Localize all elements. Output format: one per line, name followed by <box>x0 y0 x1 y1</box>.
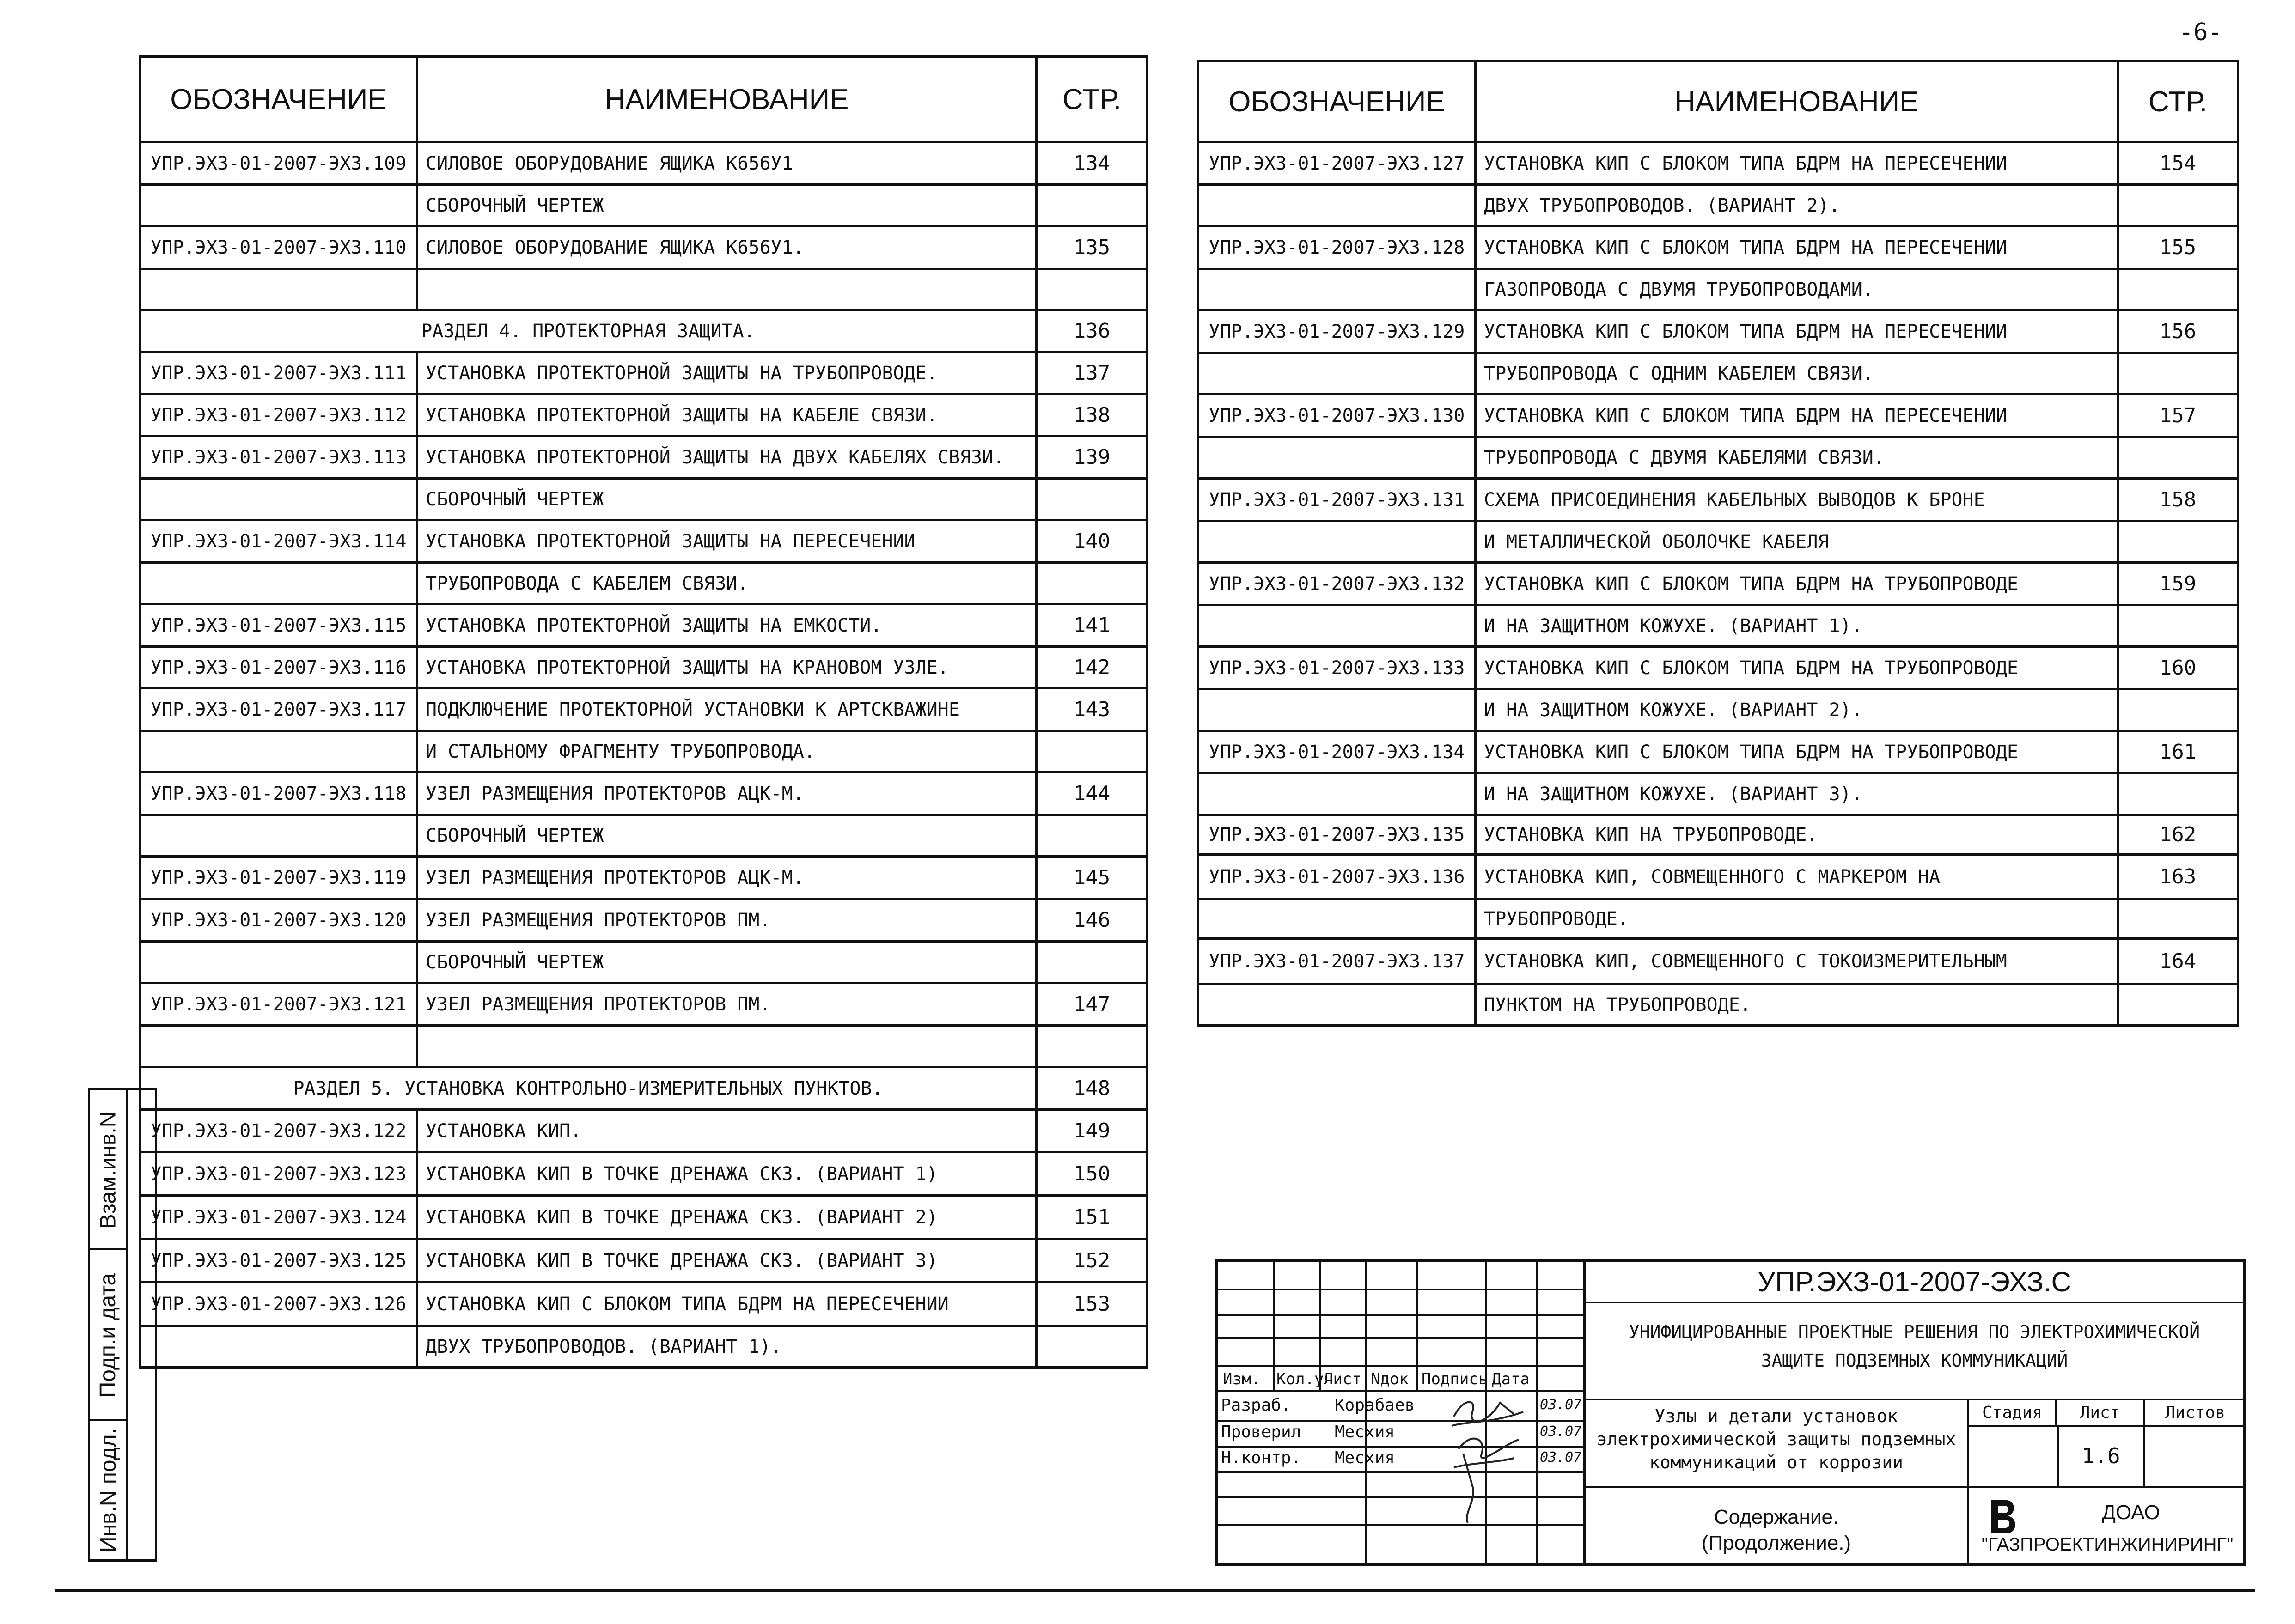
cell-code <box>140 815 417 857</box>
work-title-line3: коммуникаций от коррозии <box>1649 1452 1904 1472</box>
column-header-code: ОБОЗНАЧЕНИЕ <box>140 57 417 142</box>
cell-page <box>1037 731 1148 772</box>
cell-name: УЗЕЛ РАЗМЕЩЕНИЯ ПРОТЕКТОРОВ ПМ. <box>417 899 1037 942</box>
table-row <box>1198 437 2238 479</box>
table-row <box>140 647 1148 688</box>
cell-page <box>1037 1326 1148 1368</box>
cell-code <box>1198 353 1476 395</box>
cell-name: УСТАНОВКА ПРОТЕКТОРНОЙ ЗАЩИТЫ НА ПЕРЕСЕЧЕНИИ <box>417 520 1037 563</box>
cell-code <box>1198 605 1476 647</box>
cell-code: УПР.ЭХЗ-01-2007-ЭХЗ.115 <box>140 604 417 647</box>
cell-page <box>2118 521 2238 563</box>
cell-code: УПР.ЭХЗ-01-2007-ЭХЗ.114 <box>140 520 417 563</box>
table-row <box>140 269 1148 310</box>
table-row <box>140 731 1148 772</box>
cell-page <box>2118 185 2238 226</box>
sheet-title-line1: Содержание. <box>1714 1506 1839 1528</box>
cell-name <box>417 1026 1037 1067</box>
cell-name: ГАЗОПРОВОДА С ДВУМЯ ТРУБОПРОВОДАМИ. <box>1476 269 2118 310</box>
cell-page: 141 <box>1037 604 1148 647</box>
sheet-number: 1.6 <box>2057 1427 2145 1486</box>
cell-code: УПР.ЭХЗ-01-2007-ЭХЗ.118 <box>140 772 417 815</box>
cell-code <box>140 1026 417 1067</box>
cell-name: УСТАНОВКА КИП С БЛОКОМ ТИПА БДРМ НА ТРУБОПРОВОДЕ <box>1476 563 2118 605</box>
section-heading: РАЗДЕЛ 5. УСТАНОВКА КОНТРОЛЬНО-ИЗМЕРИТЕЛЬНЫХ ПУНКТОВ. <box>140 1067 1037 1110</box>
table-row <box>140 1067 1148 1110</box>
table-row <box>140 1239 1148 1283</box>
table-row <box>1198 563 2238 605</box>
cell-name: И МЕТАЛЛИЧЕСКОЙ ОБОЛОЧКЕ КАБЕЛЯ <box>1476 521 2118 563</box>
cell-page: 154 <box>2118 142 2238 185</box>
cell-name <box>417 269 1037 310</box>
column-header-code: ОБОЗНАЧЕНИЕ <box>1198 61 1476 142</box>
cell-code <box>1198 773 1476 815</box>
table-row <box>140 857 1148 899</box>
cell-code: УПР.ЭХЗ-01-2007-ЭХЗ.124 <box>140 1196 417 1239</box>
cell-name: УСТАНОВКА ПРОТЕКТОРНОЙ ЗАЩИТЫ НА ТРУБОПРОВОДЕ. <box>417 352 1037 395</box>
cell-code <box>1198 689 1476 731</box>
cell-page <box>2118 605 2238 647</box>
cell-name: УСТАНОВКА КИП С БЛОКОМ ТИПА БДРМ НА ПЕРЕСЕЧЕНИИ <box>1476 310 2118 353</box>
company-name-line2: "ГАЗПРОЕКТИНЖИНИРИНГ" <box>1981 1534 2234 1555</box>
cell-name: УСТАНОВКА КИП НА ТРУБОПРОВОДЕ. <box>1476 815 2118 855</box>
cell-name: УСТАНОВКА КИП, СОВМЕЩЕННОГО С МАРКЕРОМ НА <box>1476 855 2118 899</box>
cell-code: УПР.ЭХЗ-01-2007-ЭХЗ.135 <box>1198 815 1476 855</box>
col-header-qty: Кол.уч <box>1276 1370 1333 1388</box>
cell-page <box>2118 353 2238 395</box>
col-header-change: Изм. <box>1223 1370 1261 1388</box>
cell-code: УПР.ЭХЗ-01-2007-ЭХЗ.109 <box>140 142 417 185</box>
table-row <box>140 772 1148 815</box>
company-logo-icon <box>1988 1498 2020 1535</box>
cell-page <box>2118 899 2238 939</box>
table-row <box>1198 939 2238 984</box>
cell-page: 159 <box>2118 563 2238 605</box>
table-row <box>140 142 1148 185</box>
cell-name: И НА ЗАЩИТНОМ КОЖУХЕ. (ВАРИАНТ 2). <box>1476 689 2118 731</box>
cell-name: СБОРОЧНЫЙ ЧЕРТЕЖ <box>417 479 1037 520</box>
contents-table-right <box>1197 60 2239 1027</box>
cell-name: ТРУБОПРОВОДЕ. <box>1476 899 2118 939</box>
cell-page <box>2118 984 2238 1026</box>
cell-page: 145 <box>1037 857 1148 899</box>
table-row <box>1198 605 2238 647</box>
cell-code: УПР.ЭХЗ-01-2007-ЭХЗ.132 <box>1198 563 1476 605</box>
cell-code: УПР.ЭХЗ-01-2007-ЭХЗ.126 <box>140 1283 417 1326</box>
cell-name: УСТАНОВКА КИП С БЛОКОМ ТИПА БДРМ НА ПЕРЕСЕЧЕНИИ <box>1476 395 2118 437</box>
cell-code: УПР.ЭХЗ-01-2007-ЭХЗ.116 <box>140 647 417 688</box>
cell-name: СХЕМА ПРИСОЕДИНЕНИЯ КАБЕЛЬНЫХ ВЫВОДОВ К БРОНЕ <box>1476 479 2118 521</box>
cell-name: ТРУБОПРОВОДА С ДВУМЯ КАБЕЛЯМИ СВЯЗИ. <box>1476 437 2118 479</box>
cell-code: УПР.ЭХЗ-01-2007-ЭХЗ.131 <box>1198 479 1476 521</box>
cell-code: УПР.ЭХЗ-01-2007-ЭХЗ.119 <box>140 857 417 899</box>
cell-code <box>140 185 417 226</box>
cell-code: УПР.ЭХЗ-01-2007-ЭХЗ.110 <box>140 226 417 269</box>
sidebar-stamp <box>88 1088 157 1562</box>
signer-name-developer: Корабаев <box>1335 1396 1415 1415</box>
cell-name: СБОРОЧНЫЙ ЧЕРТЕЖ <box>417 185 1037 226</box>
col-header-signature: Подпись <box>1422 1370 1488 1388</box>
table-row <box>140 1326 1148 1368</box>
cell-code: УПР.ЭХЗ-01-2007-ЭХЗ.121 <box>140 983 417 1026</box>
cell-code <box>140 1326 417 1368</box>
table-row <box>1198 689 2238 731</box>
cell-name: УСТАНОВКА КИП С БЛОКОМ ТИПА БДРМ НА ПЕРЕСЕЧЕНИИ <box>417 1283 1037 1326</box>
table-row <box>140 1283 1148 1326</box>
column-header-page: СТР. <box>1037 57 1148 142</box>
cell-page <box>2118 269 2238 310</box>
cell-name: УСТАНОВКА ПРОТЕКТОРНОЙ ЗАЩИТЫ НА КРАНОВОМ УЗЛЕ. <box>417 647 1037 688</box>
cell-page <box>1037 185 1148 226</box>
cell-name: СБОРОЧНЫЙ ЧЕРТЕЖ <box>417 815 1037 857</box>
cell-page <box>1037 269 1148 310</box>
cell-code <box>140 269 417 310</box>
cell-code <box>140 731 417 772</box>
cell-page: 135 <box>1037 226 1148 269</box>
table-row <box>1198 647 2238 689</box>
table-row <box>140 983 1148 1026</box>
cell-name: УСТАНОВКА КИП В ТОЧКЕ ДРЕНАЖА СКЗ. (ВАРИАНТ 1) <box>417 1152 1037 1196</box>
cell-name: И СТАЛЬНОМУ ФРАГМЕНТУ ТРУБОПРОВОДА. <box>417 731 1037 772</box>
sheet-title-line2: (Продолжение.) <box>1701 1532 1851 1554</box>
cell-code: УПР.ЭХЗ-01-2007-ЭХЗ.133 <box>1198 647 1476 689</box>
table-row <box>140 1026 1148 1067</box>
cell-code: УПР.ЭХЗ-01-2007-ЭХЗ.129 <box>1198 310 1476 353</box>
cell-name: ПУНКТОМ НА ТРУБОПРОВОДЕ. <box>1476 984 2118 1026</box>
cell-page <box>1037 563 1148 604</box>
table-row <box>140 310 1148 352</box>
signer-role-developer: Разраб. <box>1221 1396 1291 1415</box>
cell-code: УПР.ЭХЗ-01-2007-ЭХЗ.130 <box>1198 395 1476 437</box>
contents-table-left <box>139 55 1148 1369</box>
project-title-line2: ЗАЩИТЕ ПОДЗЕМНЫХ КОММУНИКАЦИЙ <box>1761 1350 2068 1371</box>
cell-name: УСТАНОВКА КИП В ТОЧКЕ ДРЕНАЖА СКЗ. (ВАРИАНТ 2) <box>417 1196 1037 1239</box>
cell-page: 150 <box>1037 1152 1148 1196</box>
table-row <box>140 395 1148 436</box>
sheet-label: Лист <box>2057 1400 2145 1427</box>
table-row <box>1198 773 2238 815</box>
cell-page: 148 <box>1037 1067 1148 1110</box>
cell-page: 142 <box>1037 647 1148 688</box>
table-row <box>140 352 1148 395</box>
cell-page: 161 <box>2118 731 2238 773</box>
cell-page: 144 <box>1037 772 1148 815</box>
table-row <box>140 815 1148 857</box>
sign-date-developer: 03.07 <box>1540 1397 1582 1413</box>
cell-code <box>140 942 417 983</box>
table-row <box>1198 353 2238 395</box>
table-row <box>1198 185 2238 226</box>
handwritten-signatures <box>1445 1393 1537 1551</box>
sign-date-normcontrol: 03.07 <box>1540 1449 1582 1466</box>
cell-name: УСТАНОВКА КИП С БЛОКОМ ТИПА БДРМ НА ТРУБОПРОВОДЕ <box>1476 647 2118 689</box>
table-row <box>1198 269 2238 310</box>
table-row <box>1198 479 2238 521</box>
signer-role-checker: Проверил <box>1221 1423 1301 1442</box>
cell-code: УПР.ЭХЗ-01-2007-ЭХЗ.137 <box>1198 939 1476 984</box>
cell-name: СБОРОЧНЫЙ ЧЕРТЕЖ <box>417 942 1037 983</box>
company-name-line1: ДОАО <box>2102 1501 2160 1524</box>
table-row <box>140 226 1148 269</box>
table-row <box>140 1196 1148 1239</box>
cell-code <box>1198 899 1476 939</box>
cell-page: 147 <box>1037 983 1148 1026</box>
cell-page: 164 <box>2118 939 2238 984</box>
table-row <box>1198 815 2238 855</box>
cell-code: УПР.ЭХЗ-01-2007-ЭХЗ.120 <box>140 899 417 942</box>
cell-page: 162 <box>2118 815 2238 855</box>
signer-name-normcontrol: Месхия <box>1335 1448 1395 1467</box>
cell-code <box>140 479 417 520</box>
sign-date-checker: 03.07 <box>1540 1423 1582 1440</box>
table-row <box>140 520 1148 563</box>
cell-name: УСТАНОВКА ПРОТЕКТОРНОЙ ЗАЩИТЫ НА ЕМКОСТИ. <box>417 604 1037 647</box>
cell-page: 138 <box>1037 395 1148 436</box>
cell-code: УПР.ЭХЗ-01-2007-ЭХЗ.134 <box>1198 731 1476 773</box>
cell-code <box>1198 269 1476 310</box>
table-row <box>140 185 1148 226</box>
cell-page <box>2118 773 2238 815</box>
sidebar-field-replacement: Взам.инв.N <box>96 1111 121 1229</box>
cell-name: УСТАНОВКА КИП С БЛОКОМ ТИПА БДРМ НА ПЕРЕСЕЧЕНИИ <box>1476 142 2118 185</box>
column-header-name: НАИМЕНОВАНИЕ <box>417 57 1037 142</box>
cell-name: ТРУБОПРОВОДА С ОДНИМ КАБЕЛЕМ СВЯЗИ. <box>1476 353 2118 395</box>
cell-page: 152 <box>1037 1239 1148 1283</box>
cell-code <box>140 563 417 604</box>
col-header-docnum: Nдок <box>1371 1370 1409 1388</box>
cell-name: И НА ЗАЩИТНОМ КОЖУХЕ. (ВАРИАНТ 1). <box>1476 605 2118 647</box>
cell-name: УСТАНОВКА КИП В ТОЧКЕ ДРЕНАЖА СКЗ. (ВАРИАНТ 3) <box>417 1239 1037 1283</box>
cell-code: УПР.ЭХЗ-01-2007-ЭХЗ.122 <box>140 1110 417 1152</box>
cell-name: УСТАНОВКА КИП, СОВМЕЩЕННОГО С ТОКОИЗМЕРИТЕЛЬНЫМ <box>1476 939 2118 984</box>
cell-page <box>1037 1026 1148 1067</box>
work-title-line2: электрохимической защиты подземных <box>1596 1429 1956 1449</box>
table-row <box>1198 521 2238 563</box>
cell-page: 143 <box>1037 688 1148 731</box>
table-row <box>1198 310 2238 353</box>
cell-page: 155 <box>2118 226 2238 269</box>
cell-page: 136 <box>1037 310 1148 352</box>
cell-code: УПР.ЭХЗ-01-2007-ЭХЗ.127 <box>1198 142 1476 185</box>
cell-page <box>1037 479 1148 520</box>
table-row <box>1198 142 2238 185</box>
table-row <box>140 436 1148 479</box>
cell-code: УПР.ЭХЗ-01-2007-ЭХЗ.117 <box>140 688 417 731</box>
cell-name: УСТАНОВКА ПРОТЕКТОРНОЙ ЗАЩИТЫ НА ДВУХ КАБЕЛЯХ СВЯЗИ. <box>417 436 1037 479</box>
table-row <box>140 899 1148 942</box>
cell-page <box>2118 437 2238 479</box>
cell-name: ПОДКЛЮЧЕНИЕ ПРОТЕКТОРНОЙ УСТАНОВКИ К АРТСКВАЖИНЕ <box>417 688 1037 731</box>
cell-page: 139 <box>1037 436 1148 479</box>
column-header-name: НАИМЕНОВАНИЕ <box>1476 61 2118 142</box>
stage-label: Стадия <box>1969 1400 2057 1427</box>
table-row <box>140 604 1148 647</box>
cell-code <box>1198 984 1476 1026</box>
cell-name: УЗЕЛ РАЗМЕЩЕНИЯ ПРОТЕКТОРОВ ПМ. <box>417 983 1037 1026</box>
cell-code: УПР.ЭХЗ-01-2007-ЭХЗ.136 <box>1198 855 1476 899</box>
frame-bottom-line <box>55 1589 2255 1592</box>
title-block <box>1215 1259 2246 1566</box>
cell-page: 160 <box>2118 647 2238 689</box>
cell-name: УЗЕЛ РАЗМЕЩЕНИЯ ПРОТЕКТОРОВ АЦК-М. <box>417 857 1037 899</box>
column-header-page: СТР. <box>2118 61 2238 142</box>
cell-name: ТРУБОПРОВОДА С КАБЕЛЕМ СВЯЗИ. <box>417 563 1037 604</box>
cell-page <box>1037 815 1148 857</box>
table-row <box>140 479 1148 520</box>
signer-role-normcontrol: Н.контр. <box>1221 1448 1301 1467</box>
cell-code: УПР.ЭХЗ-01-2007-ЭХЗ.111 <box>140 352 417 395</box>
sidebar-field-inventory: Инв.N подл. <box>96 1428 121 1552</box>
cell-name: ДВУХ ТРУБОПРОВОДОВ. (ВАРИАНТ 2). <box>1476 185 2118 226</box>
cell-code: УПР.ЭХЗ-01-2007-ЭХЗ.113 <box>140 436 417 479</box>
signer-name-checker: Месхия <box>1335 1423 1395 1442</box>
page-number: -6- <box>2179 18 2222 46</box>
col-header-date: Дата <box>1492 1370 1530 1388</box>
cell-name: СИЛОВОЕ ОБОРУДОВАНИЕ ЯЩИКА К656У1. <box>417 226 1037 269</box>
cell-page: 156 <box>2118 310 2238 353</box>
table-row <box>1198 731 2238 773</box>
cell-page: 146 <box>1037 899 1148 942</box>
cell-page: 149 <box>1037 1110 1148 1152</box>
cell-code: УПР.ЭХЗ-01-2007-ЭХЗ.123 <box>140 1152 417 1196</box>
cell-page <box>1037 942 1148 983</box>
table-row <box>1198 395 2238 437</box>
cell-code <box>1198 521 1476 563</box>
table-row <box>140 1152 1148 1196</box>
cell-name: УСТАНОВКА КИП. <box>417 1110 1037 1152</box>
cell-name: УЗЕЛ РАЗМЕЩЕНИЯ ПРОТЕКТОРОВ АЦК-М. <box>417 772 1037 815</box>
table-row <box>140 1110 1148 1152</box>
cell-name: СИЛОВОЕ ОБОРУДОВАНИЕ ЯЩИКА К656У1 <box>417 142 1037 185</box>
cell-name: ДВУХ ТРУБОПРОВОДОВ. (ВАРИАНТ 1). <box>417 1326 1037 1368</box>
document-code: УПР.ЭХЗ-01-2007-ЭХЗ.С <box>1583 1262 2243 1303</box>
cell-name: УСТАНОВКА КИП С БЛОКОМ ТИПА БДРМ НА ПЕРЕСЕЧЕНИИ <box>1476 226 2118 269</box>
cell-page <box>2118 689 2238 731</box>
table-row <box>140 563 1148 604</box>
cell-code: УПР.ЭХЗ-01-2007-ЭХЗ.112 <box>140 395 417 436</box>
cell-code <box>1198 185 1476 226</box>
table-row <box>140 688 1148 731</box>
cell-name: И НА ЗАЩИТНОМ КОЖУХЕ. (ВАРИАНТ 3). <box>1476 773 2118 815</box>
table-row <box>1198 855 2238 899</box>
cell-name: УСТАНОВКА ПРОТЕКТОРНОЙ ЗАЩИТЫ НА КАБЕЛЕ СВЯЗИ. <box>417 395 1037 436</box>
col-header-sheet: Лист <box>1324 1370 1361 1388</box>
table-row <box>140 942 1148 983</box>
cell-page: 153 <box>1037 1283 1148 1326</box>
project-title-line1: УНИФИЦИРОВАННЫЕ ПРОЕКТНЫЕ РЕШЕНИЯ ПО ЭЛЕКТРОХИМИЧЕСКОЙ <box>1629 1322 2200 1342</box>
cell-code: УПР.ЭХЗ-01-2007-ЭХЗ.128 <box>1198 226 1476 269</box>
work-title-line1: Узлы и детали установок <box>1654 1406 1898 1426</box>
table-row <box>1198 984 2238 1026</box>
cell-page: 137 <box>1037 352 1148 395</box>
section-heading: РАЗДЕЛ 4. ПРОТЕКТОРНАЯ ЗАЩИТА. <box>140 310 1037 352</box>
sheets-label: Листов <box>2145 1400 2246 1427</box>
cell-code: УПР.ЭХЗ-01-2007-ЭХЗ.125 <box>140 1239 417 1283</box>
cell-name: УСТАНОВКА КИП С БЛОКОМ ТИПА БДРМ НА ТРУБОПРОВОДЕ <box>1476 731 2118 773</box>
cell-code <box>1198 437 1476 479</box>
cell-page: 157 <box>2118 395 2238 437</box>
table-row <box>1198 226 2238 269</box>
cell-page: 158 <box>2118 479 2238 521</box>
cell-page: 163 <box>2118 855 2238 899</box>
cell-page: 151 <box>1037 1196 1148 1239</box>
cell-page: 134 <box>1037 142 1148 185</box>
cell-page: 140 <box>1037 520 1148 563</box>
table-row <box>1198 899 2238 939</box>
sidebar-field-signature-date: Подп.и дата <box>96 1273 121 1398</box>
